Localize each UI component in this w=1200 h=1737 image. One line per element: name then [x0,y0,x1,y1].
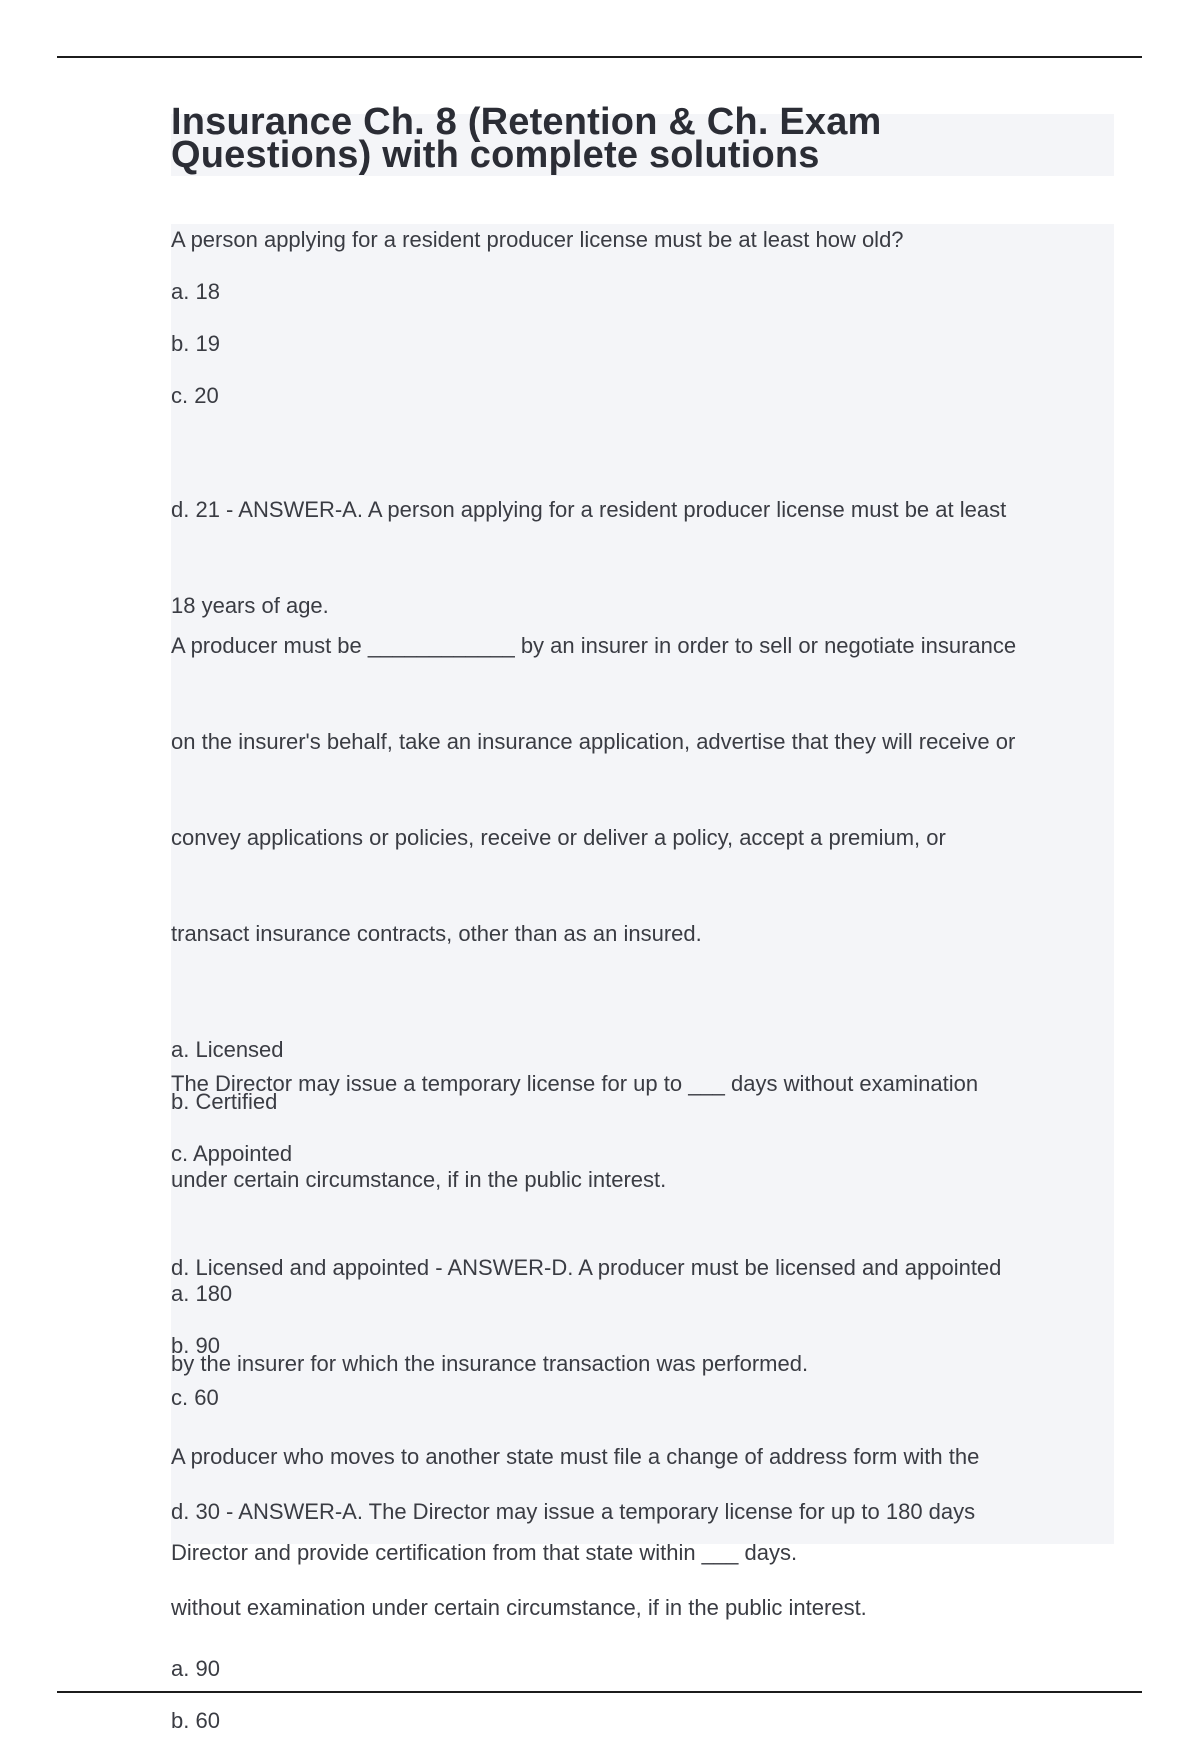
question-4-stem [171,1377,1114,1633]
question-2-answer-line-2: by the insurer for which the insurance transaction was performed. [171,1351,809,1376]
question-2-option-b: b. Certified [171,1089,278,1114]
questions-block [171,224,1114,1733]
question-2-stem-line-1: A producer must be ____________ by an insurer in order to sell or negotiate insurance [171,633,1017,658]
question-3-stem-line-2: under certain circumstance, if in the public interest. [171,1167,667,1192]
question-2-stem-line-3: convey applications or policies, receive or deliver a policy, accept a premium, or [171,825,946,850]
question-1-option-b: b. 19 [171,331,220,356]
question-1-option-c: c. 20 [171,383,219,408]
question-4-option-a: a. 90 [171,1656,220,1681]
question-2-stem [171,566,1114,1014]
title-line-1: Insurance Ch. 8 (Retention & Ch. Exam [171,101,882,143]
question-3-answer-line-1: d. 30 - ANSWER-A. The Director may issue a temporary license for up to 180 days [171,1499,976,1524]
question-4-stem-line-2: Director and provide certification from that state within ___ days. [171,1540,798,1565]
question-1-stem: A person applying for a resident producer license must be at least how old? [171,227,904,252]
question-3-option-a: a. 180 [171,1281,233,1306]
question-1-answer-line-2: 18 years of age. [171,593,329,618]
question-3-option-c: c. 60 [171,1385,219,1410]
question-2-stem-line-4: transact insurance contracts, other than as an insured. [171,921,702,946]
question-3-stem [171,1004,1114,1260]
question-1-answer-line-1: d. 21 - ANSWER-A. A person applying for a resident producer license must be at least [171,497,1007,522]
question-4-option-b: b. 60 [171,1708,220,1733]
bottom-rule [57,1691,1142,1693]
question-4-stem-line-1: A producer who moves to another state must file a change of address form with the [171,1444,980,1469]
question-3-option-b: b. 90 [171,1333,220,1358]
document-title [171,101,1114,176]
top-rule [57,56,1142,58]
title-block [171,101,1114,176]
question-4 [171,1377,1114,1737]
question-1-option-a: a. 18 [171,279,220,304]
question-2-stem-line-2: on the insurer's behalf, take an insurance application, advertise that they will receive or [171,729,1016,754]
question-3-stem-line-1: The Director may issue a temporary license for up to ___ days without examination [171,1071,979,1096]
question-2-option-a: a. Licensed [171,1037,284,1062]
question-3-answer-line-2: without examination under certain circumstance, if in the public interest. [171,1595,867,1620]
question-2-answer-line-1: d. Licensed and appointed - ANSWER-D. A producer must be licensed and appointed [171,1255,1002,1280]
question-2-option-c: c. Appointed [171,1141,293,1166]
title-line-2: Questions) with complete solutions [171,134,820,176]
